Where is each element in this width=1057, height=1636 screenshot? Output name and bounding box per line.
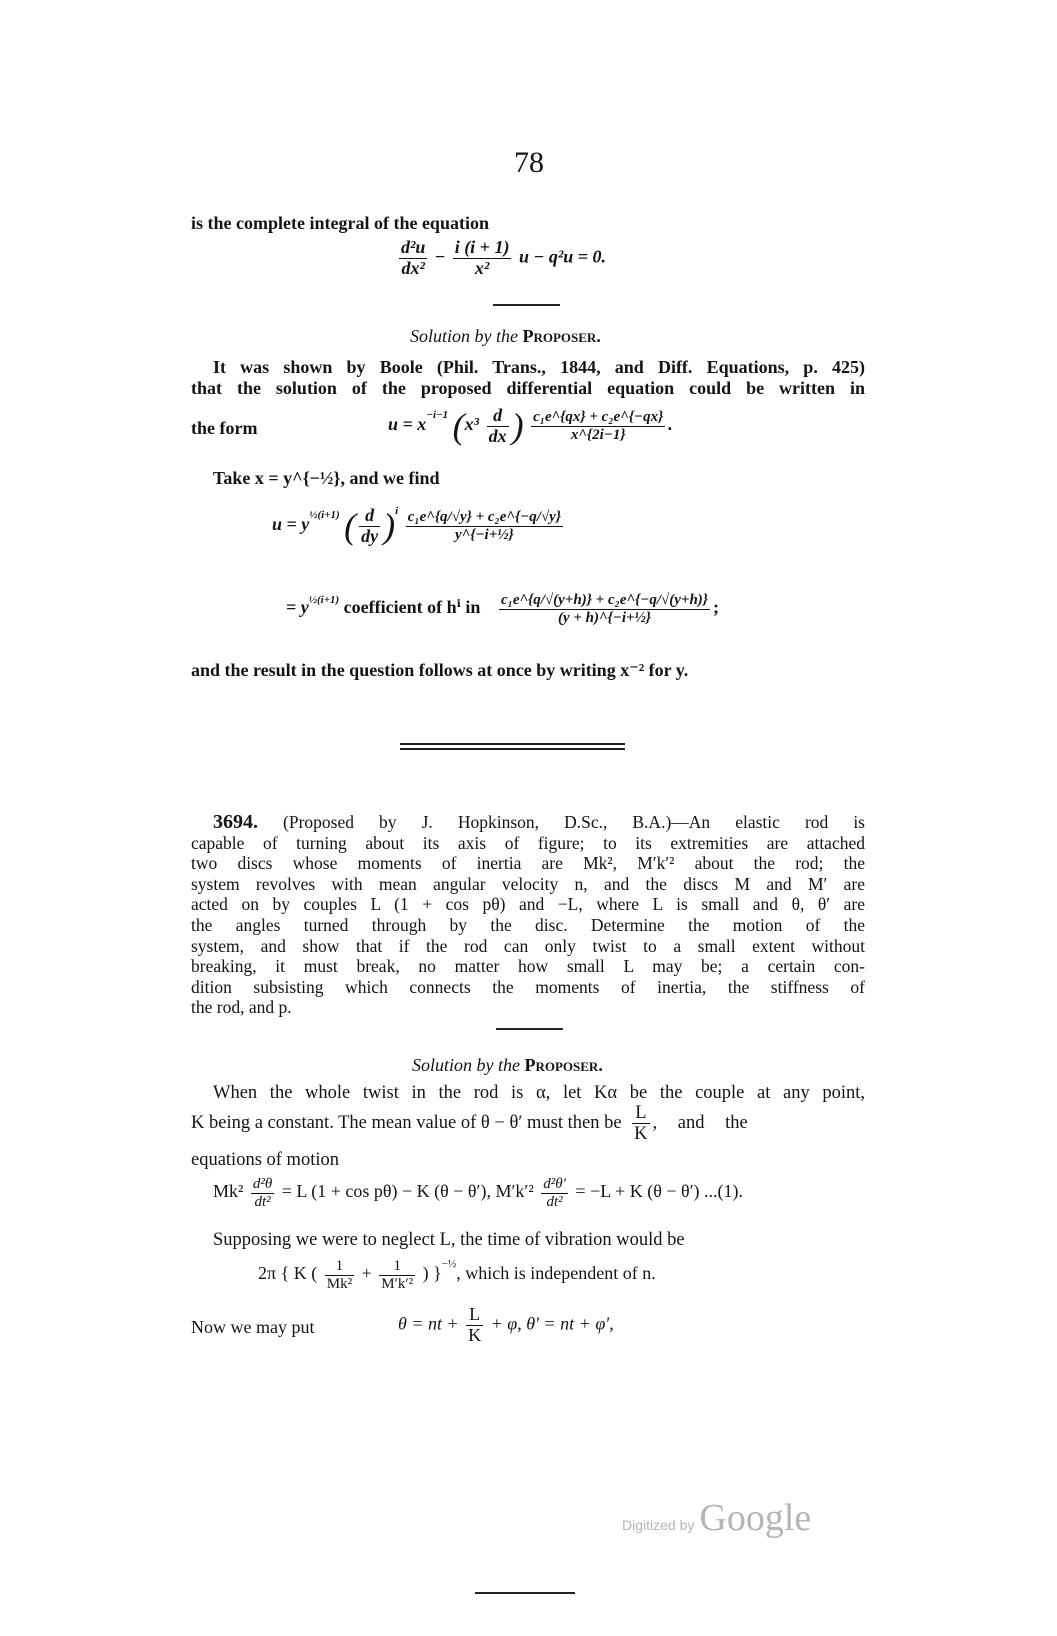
eq1-num1: d²u [401, 237, 426, 257]
eq3-num: c₁e^{q/√y} + c₂e^{−q/√y} [407, 509, 562, 525]
text-line: It was shown by Boole (Phil. Trans., 1844, and Diff. Equations, p. 425) [213, 357, 865, 377]
eq6-exp: −½ [441, 1258, 457, 1271]
eq6-b: ) } [422, 1263, 442, 1284]
eq5-d2: dt² [546, 1193, 563, 1210]
solution-heading-name: Proposer. [524, 1055, 603, 1075]
suppose-line: Supposing we were to neglect L, the time of vibration would be [213, 1230, 685, 1250]
eq1-rest: u − q²u = 0. [518, 246, 607, 267]
text-line: that the solution of the proposed differential equation could be written in [191, 378, 865, 398]
bottom-rule [475, 1592, 575, 1594]
problem-line: dition subsisting which connects the moments of inertia, the stiffness of [191, 976, 865, 997]
result-line: and the result in the question follows at once by writing x⁻² for y. [191, 660, 689, 680]
eq4-den: (y + h)^{−i+½} [557, 609, 652, 626]
problem-line: system, and show that if the rod can only twist to a small extent without [191, 935, 865, 956]
problem-line-text: (Proposed by J. Hopkinson, D.Sc., B.A.)—An elastic rod is [283, 812, 865, 832]
eq7-n: L [466, 1305, 483, 1326]
eq2-dd: dx [488, 425, 507, 446]
eq5-n1: d²θ [252, 1176, 273, 1192]
equation-3: $u = y^{\frac{1}{2}(i+1)}$ ( $\frac{d}{dy}$ )$^i$ $\frac{\text{c₁e\textasciicircum{}\{q/√y\} + c₂e\textasciicircum{}\{−q/√y\}}}{\text{y\textasciicircum{}\{−i+½\}}}$ [272, 504, 562, 546]
equation-5 [213, 1176, 743, 1210]
section-rule [496, 1028, 563, 1030]
eq2-dn: d [487, 406, 509, 427]
eq1-den1: dx² [401, 257, 425, 278]
eq5-n2: d²θ′ [543, 1176, 566, 1192]
eq7-d: K [468, 1324, 482, 1345]
equation-1 [396, 238, 606, 279]
eq6-plus: + [361, 1263, 372, 1284]
eq6-d2: M′k′² [381, 1275, 414, 1292]
eq2-lhs: u = x [388, 414, 427, 435]
eq3-exp: ½(i+1) [309, 509, 340, 522]
eq4-num: c₁e^{q/√(y+h)} + c₂e^{−q/√(y+h)} [500, 592, 709, 608]
eq1-den2: x² [474, 257, 490, 278]
problem-3694 [191, 812, 865, 1018]
eq4-text: coefficient of hⁱ in [343, 597, 481, 618]
now-label: Now we may put [191, 1317, 315, 1337]
solution-heading-2 [412, 1055, 603, 1076]
eq7-a: θ = nt + [398, 1313, 459, 1334]
double-rule-bottom [400, 748, 625, 750]
text-line [191, 1103, 748, 1145]
eq5-c: = −L + K (θ − θ′) ...(1). [575, 1181, 744, 1202]
eq2-num: c₁e^{qx} + c₂e^{−qx} [533, 409, 664, 425]
eq4-end: ; [713, 597, 720, 618]
eq4-exp: ½(i+1) [308, 594, 340, 607]
eq2-end: . [668, 414, 673, 435]
frac-K: K [634, 1124, 648, 1145]
problem-line: acted on by couples L (1 + cos pθ) and −L, where L is small and θ, θ′ are [191, 894, 865, 915]
frac-L: L [632, 1103, 649, 1124]
equation-2: $u = x^{-i-1}$ (x³ $\frac{d}{dx}$ ) $\frac{\text{c₁e\textasciicircum{}\{qx\} + c₂e\textasciicircum{}\{−qx\}}}{x\^{}\{2i-1\}}$ . [388, 404, 673, 446]
eq2-exp: −i−1 [426, 409, 449, 422]
equation-4 [286, 592, 719, 626]
solution-heading-italic: Solution by the [410, 326, 518, 346]
problem-line: the angles turned through by the disc. Determine the motion of the [191, 914, 865, 935]
text-line: equations of motion [191, 1150, 339, 1170]
problem-line: breaking, it must break, no matter how small L may be; a certain con- [191, 956, 865, 977]
text-line: When the whole twist in the rod is α, let Kα be the couple at any point, [213, 1083, 865, 1103]
equation-6 [258, 1258, 656, 1292]
solution-heading-1 [410, 326, 601, 347]
watermark-brand: Google [699, 1497, 812, 1539]
solution-heading-italic: Solution by the [412, 1055, 520, 1075]
eq7-b: + φ, θ′ = nt + φ′, [490, 1313, 614, 1334]
problem-line: system revolves with mean angular velocity n, and the discs M and M′ are [191, 873, 865, 894]
take-line: Take x = y^{−½}, and we find [213, 468, 440, 488]
eq2-inner: x³ [464, 414, 480, 435]
google-watermark [622, 1496, 811, 1540]
eq6-a: 2π { K ( [258, 1263, 318, 1284]
solution-heading-name: Proposer. [522, 326, 601, 346]
eq5-d1: dt² [254, 1193, 271, 1210]
eq5-b: = L (1 + cos pθ) − K (θ − θ′), M′k′² [281, 1181, 534, 1202]
double-rule-top [400, 743, 625, 745]
eq2-den: x^{2i−1} [570, 426, 626, 443]
eq3-dd: dy [361, 525, 379, 546]
equation-7 [398, 1305, 614, 1346]
page-number: 78 [514, 146, 544, 179]
eq6-n2: 1 [379, 1258, 415, 1276]
problem-line: the rod, and p. [191, 997, 292, 1018]
eq5-a: Mk² [213, 1181, 244, 1202]
eq3-dn: d [359, 506, 380, 527]
eq1-num2: i (i + 1) [454, 237, 510, 257]
problem-number: 3694. [213, 811, 258, 833]
eq6-c: , which is independent of n. [456, 1263, 656, 1284]
line2-text: K being a constant. The mean value of θ − θ′ must then be [191, 1113, 622, 1134]
eq3-pow: i [395, 505, 399, 518]
section-rule [493, 304, 560, 306]
form-label: the form [191, 418, 258, 438]
eq1-op: − [434, 246, 446, 267]
eq3-lhs: u = y [272, 514, 310, 535]
problem-line: capable of turning about its axis of figure; to its extremities are attached [191, 832, 865, 853]
problem-line: two discs whose moments of inertia are Mk², M′k′² about the rod; the [191, 853, 865, 874]
line2-end: , and the [652, 1113, 748, 1134]
eq6-d1: Mk² [326, 1275, 353, 1292]
problem-line [191, 812, 865, 833]
eq4-lhs: = y [286, 597, 309, 618]
intro-line: is the complete integral of the equation [191, 213, 489, 233]
eq6-n1: 1 [325, 1258, 354, 1276]
eq3-den: y^{−i+½} [455, 526, 514, 543]
watermark-prefix: Digitized by [622, 1517, 695, 1533]
